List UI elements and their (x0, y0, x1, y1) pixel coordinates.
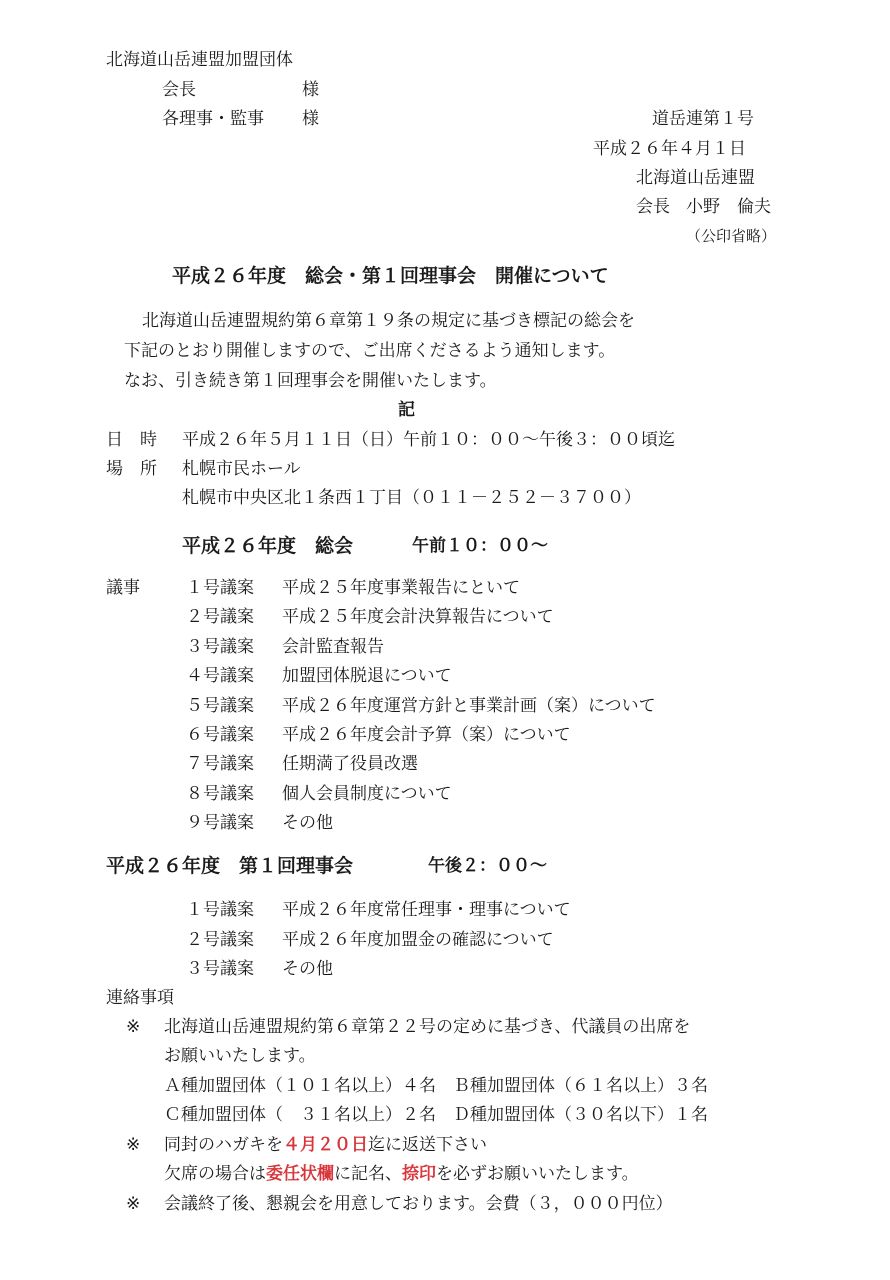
datetime-label: 日 時 (106, 430, 157, 450)
agenda-item-text: その他 (282, 813, 333, 834)
note-delegates-cont: お願いいたします。 (164, 1046, 316, 1066)
intro-line: なお、引き続き第１回理事会を開催いたします。 (124, 371, 497, 391)
quota-line: Ａ種加盟団体（１０１名以上）４名 Ｂ種加盟団体（６１名以上）３名 (164, 1076, 708, 1096)
ki-heading: 記 (398, 400, 415, 420)
document-title: 平成２６年度 総会・第１回理事会 開催について (172, 265, 609, 287)
notes-label: 連絡事項 (106, 988, 174, 1008)
sender-president-name: 小野 倫夫 (686, 197, 771, 217)
venue-label: 場 所 (106, 459, 157, 479)
agenda-item-number: ３号議案 (186, 959, 254, 979)
seal-stamp: 捺印 (402, 1164, 436, 1184)
addressee-directors: 各理事・監事 (162, 109, 264, 129)
addressee-president: 会長 (162, 80, 196, 100)
intro-line: 北海道山岳連盟規約第６章第１９条の規定に基づき標記の総会を (142, 311, 635, 331)
general-meeting-time: 午前１０：００～ (412, 536, 548, 556)
agenda-item-text: 平成２５年度事業報告にといて (282, 578, 520, 598)
note-absence (164, 1166, 639, 1183)
document-number: 道岳連第１号 (652, 109, 754, 129)
agenda-item-text: 個人会員制度について (282, 783, 452, 804)
agenda-item-number: １号議案 (186, 900, 254, 920)
reply-deadline: ４月２０日 (283, 1135, 368, 1155)
document-date: 平成２６年４月１日 (593, 139, 746, 159)
agenda-item-text: 平成２６年度加盟金の確認について (282, 929, 554, 950)
addressee-honorific: 様 (302, 80, 319, 100)
agenda-item-text: その他 (282, 959, 333, 979)
datetime-value: 平成２６年５月１１日（日）午前１０：００～午後３：００頃迄 (182, 430, 675, 450)
quota-line: Ｃ種加盟団体（ ３１名以上）２名 Ｄ種加盟団体（３０名以下）１名 (164, 1105, 708, 1125)
agenda-item-number: ７号議案 (186, 754, 254, 775)
agenda-item-number: ２号議案 (186, 607, 254, 628)
addressee-honorific: 様 (302, 109, 319, 129)
agenda-item-number: ３号議案 (186, 636, 254, 657)
board-meeting-time: 午後２：００～ (428, 856, 547, 876)
note-absence-mid: に記名、 (334, 1164, 402, 1184)
addressee-org: 北海道山岳連盟加盟団体 (106, 50, 293, 70)
agenda-item-number: ９号議案 (186, 813, 254, 834)
agenda-item-number: ８号議案 (186, 783, 254, 804)
agenda-item-text: 任期満了役員改選 (282, 754, 418, 775)
intro-line: 下記のとおり開催しますので、ご出席くださるよう通知します。 (124, 341, 616, 361)
note-absence-post: を必ずお願いいたします。 (436, 1164, 639, 1184)
note-absence-pre: 欠席の場合は (164, 1164, 266, 1184)
agenda-item-text: 平成２６年度運営方針と事業計画（案）について (282, 695, 656, 716)
note-reply (164, 1137, 487, 1154)
agenda-item-text: 加盟団体脱退について (282, 666, 452, 687)
agenda-item-text: 平成２６年度常任理事・理事について (282, 900, 571, 920)
note-delegates: 北海道山岳連盟規約第６章第２２号の定めに基づき、代議員の出席を (164, 1017, 691, 1037)
agenda-item-number: ６号議案 (186, 725, 254, 745)
note-mark: ※ (126, 1194, 141, 1214)
agenda-item-number: ５号議案 (186, 695, 254, 716)
agenda-item-number: １号議案 (186, 578, 254, 598)
general-meeting-heading: 平成２６年度 総会 (182, 535, 354, 557)
proxy-field: 委任状欄 (266, 1164, 334, 1184)
board-meeting-heading: 平成２６年度 第１回理事会 (106, 855, 354, 877)
sender-org: 北海道山岳連盟 (636, 168, 755, 188)
agenda-item-number: ４号議案 (186, 666, 254, 687)
note-reception: 会議終了後、懇親会を用意しております。会費（３，０００円位） (164, 1194, 673, 1214)
agenda-item-number: ２号議案 (186, 929, 254, 950)
note-mark: ※ (126, 1135, 141, 1155)
note-reply-post: 迄に返送下さい (368, 1135, 487, 1155)
seal-note: （公印省略） (686, 227, 777, 245)
note-reply-pre: 同封のハガキを (164, 1135, 283, 1155)
agenda-item-text: 平成２５年度会計決算報告について (282, 607, 554, 628)
agenda-item-text: 平成２６年度会計予算（案）について (282, 725, 571, 745)
venue-address: 札幌市中央区北１条西１丁目（０１１－２５２－３７００） (182, 488, 641, 508)
agenda-item-text: 会計監査報告 (282, 636, 384, 657)
venue-name: 札幌市民ホール (182, 459, 301, 479)
note-mark: ※ (126, 1017, 141, 1037)
sender-president-title: 会長 (636, 197, 670, 217)
agenda-label: 議事 (106, 578, 140, 598)
